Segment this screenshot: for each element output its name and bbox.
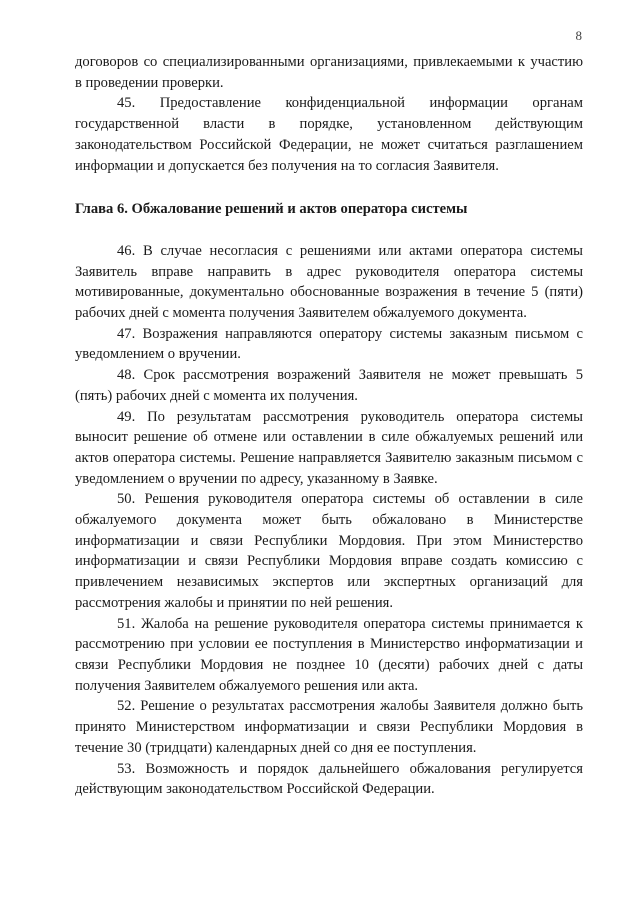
paragraph-53: 53. Возможность и порядок дальнейшего обжалования регулируется действующим законодательством Российской Федерации.	[75, 760, 583, 798]
paragraph-46: 46. В случае несогласия с решениями или актами оператора системы Заявитель вправе направить в адрес руководителя оператора системы мотивированные, документально обоснованные возражения в течение 5 (пяти) рабочих дней с момента получения Заявителем обжалуемого документа.	[75, 242, 583, 322]
paragraph-49: 49. По результатам рассмотрения руководитель оператора системы выносит решение об отмене или оставлении в силе обжалуемых решений или актов оператора системы. Решение направляется Заявителю заказным письмом с уведомлением о вручении по адресу, указанному в Заявке.	[75, 408, 583, 487]
chapter-heading: Глава 6. Обжалование решений и актов оператора системы	[75, 201, 468, 218]
page-number: 8	[575, 28, 582, 43]
paragraph-48: 48. Срок рассмотрения возражений Заявителя не может превышать 5 (пять) рабочих дней с момента их получения.	[75, 367, 583, 404]
document-body	[75, 52, 583, 800]
paragraph-51: 51. Жалоба на решение руководителя оператора системы принимается к рассмотрению при условии ее поступления в Министерство информатизации и связи Республики Мордовия не позднее 10 (десяти) рабочих дней с даты получения Заявителем обжалуемого решения или акта.	[75, 615, 583, 694]
paragraph-44-continuation: договоров со специализированными организациями, привлекаемыми к участию в проведении проверки.	[75, 54, 583, 91]
paragraph-52: 52. Решение о результатах рассмотрения жалобы Заявителя должно быть принято Министерством информатизации и связи Республики Мордовия в течение 30 (тридцати) календарных дней со дня ее поступления.	[75, 698, 583, 756]
paragraph-45: 45. Предоставление конфиденциальной информации органам государственной власти в порядке, установленном действующим законодательством Российской Федерации, не может считаться разглашением информации и допускается без получения на то согласия Заявителя.	[75, 95, 583, 174]
paragraph-50: 50. Решения руководителя оператора системы об оставлении в силе обжалуемого документа может быть обжаловано в Министерстве информатизации и связи Республики Мордовия. При этом Министерство информатизации и связи Республики Мордовия вправе создать комиссию с привлечением независимых экспертов или экспертных организаций для рассмотрения жалобы и принятии по ней решения.	[75, 491, 583, 611]
paragraph-47: 47. Возражения направляются оператору системы заказным письмом с уведомлением о вручении.	[75, 325, 583, 363]
